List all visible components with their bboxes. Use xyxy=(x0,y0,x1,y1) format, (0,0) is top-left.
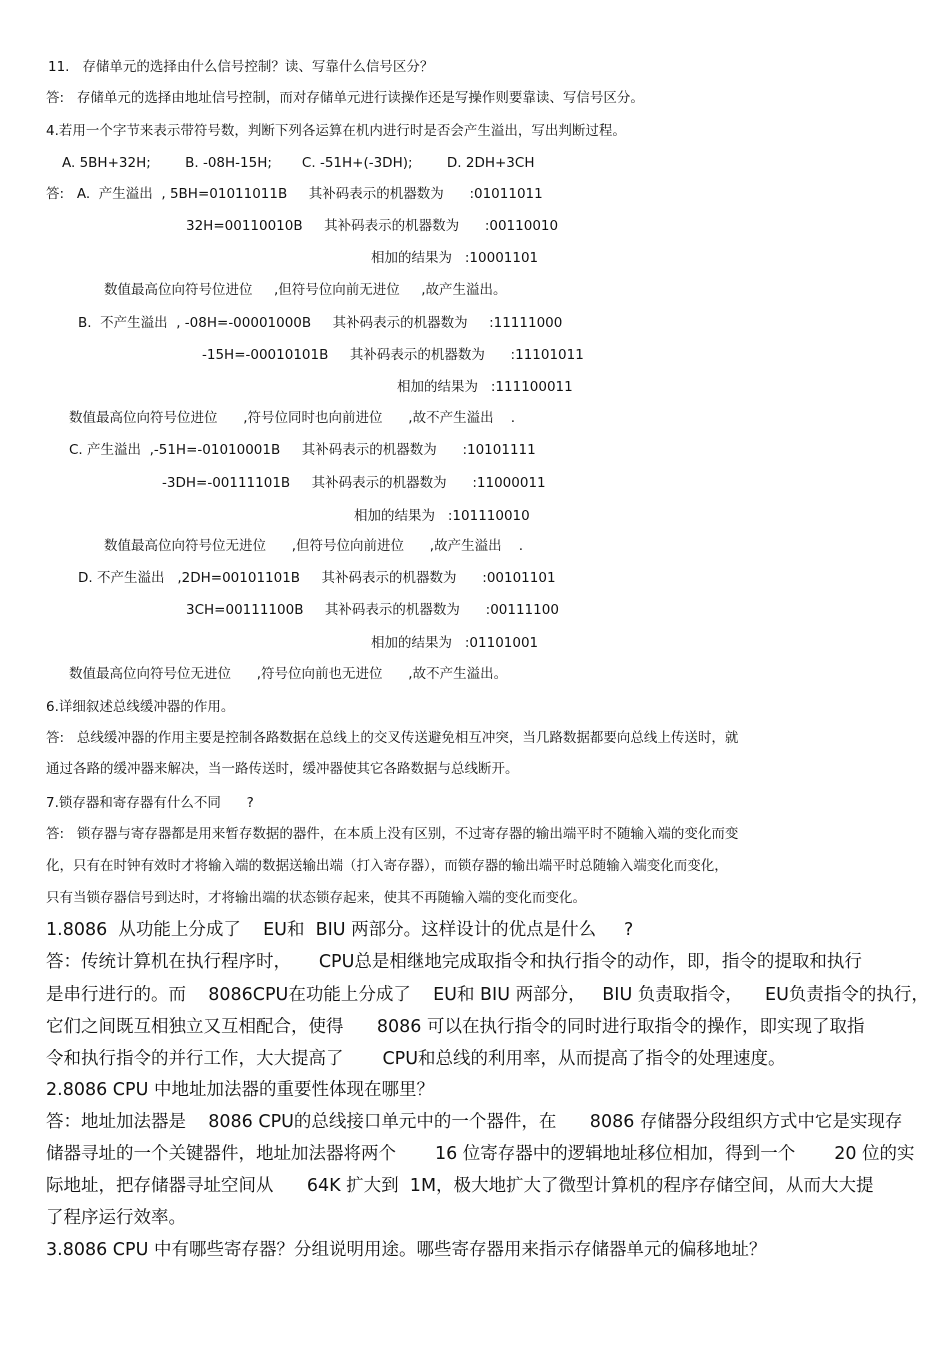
answer-4-b-line2: -15H=-00010101B 其补码表示的机器数为 :11101011 xyxy=(202,347,584,363)
answer-1-line2: 是串行进行的。而 8086CPU在功能上分成了 EU和 BIU 两部分， BIU 负责取指令， EU负责指令的执行， xyxy=(46,985,929,1005)
question-2: 2.8086 CPU 中地址加法器的重要性体现在哪里？ xyxy=(46,1080,434,1100)
answer-4-d-line1: D. 不产生溢出 ,2DH=00101101B 其补码表示的机器数为 :00101101 xyxy=(78,570,556,586)
answer-4-b-conclusion: 数值最高位向符号位进位 ,符号位同时也向前进位 ,故不产生溢出 . xyxy=(69,410,516,426)
question-4-options: A. 5BH+32H; B. -08H-15H; C. -51H+(-3DH); D. 2DH+3CH xyxy=(62,155,535,171)
answer-4-c-sum: 相加的结果为 :101110010 xyxy=(354,508,530,524)
answer-2-line1: 答：地址加法器是 8086 CPU的总线接口单元中的一个器件，在 8086 存储器分段组织方式中它是实现存 xyxy=(46,1112,903,1132)
question-3: 3.8086 CPU 中有哪些寄存器？分组说明用途。哪些寄存器用来指示存储器单元的偏移地址？ xyxy=(46,1240,767,1260)
question-1: 1.8086 从功能上分成了 EU和 BIU 两部分。这样设计的优点是什么 ? xyxy=(46,920,634,940)
answer-11: 答: 存储单元的选择由地址信号控制，而对存储单元进行读操作还是写操作则要靠读、写信号区分。 xyxy=(46,90,644,106)
answer-2-line4: 了程序运行效率。 xyxy=(46,1208,186,1228)
question-7: 7.锁存器和寄存器有什么不同 ? xyxy=(46,795,254,811)
question-6: 6.详细叙述总线缓冲器的作用。 xyxy=(46,699,235,715)
answer-4-a-sum: 相加的结果为 :10001101 xyxy=(371,250,539,266)
answer-4-d-line2: 3CH=00111100B 其补码表示的机器数为 :00111100 xyxy=(186,602,559,618)
answer-7-line2: 化，只有在时钟有效时才将输入端的数据送输出端（打入寄存器），而锁存器的输出端平时总随输入端变化而变化， xyxy=(46,858,728,874)
answer-7-line1: 答: 锁存器与寄存器都是用来暂存数据的器件，在本质上没有区别，不过寄存器的输出端平时不随输入端的变化而变 xyxy=(46,826,739,842)
answer-1-line3: 它们之间既互相独立又互相配合，使得 8086 可以在执行指令的同时进行取指令的操作，即实现了取指 xyxy=(46,1017,865,1037)
answer-1-line4: 令和执行指令的并行工作，大大提高了 CPU和总线的利用率，从而提高了指令的处理速度。 xyxy=(46,1049,786,1069)
answer-4-c-conclusion: 数值最高位向符号位无进位 ,但符号位向前进位 ,故产生溢出 . xyxy=(104,538,524,554)
answer-4-c-line2: -3DH=-00111101B 其补码表示的机器数为 :11000011 xyxy=(162,475,546,491)
answer-7-line3: 只有当锁存器信号到达时，才将输出端的状态锁存起来，使其不再随输入端的变化而变化。 xyxy=(46,890,586,906)
answer-4-b-line1: B. 不产生溢出 , -08H=-00001000B 其补码表示的机器数为 :11111000 xyxy=(78,315,563,331)
question-4: 4.若用一个字节来表示带符号数，判断下列各运算在机内进行时是否会产生溢出，写出判断过程。 xyxy=(46,123,626,139)
answer-4-a-line2: 32H=00110010B 其补码表示的机器数为 :00110010 xyxy=(186,218,559,234)
answer-6-line1: 答: 总线缓冲器的作用主要是控制各路数据在总线上的交叉传送避免相互冲突，当几路数据都要向总线上传送时，就 xyxy=(46,730,739,746)
answer-4-d-conclusion: 数值最高位向符号位无进位 ,符号位向前也无进位 ,故不产生溢出。 xyxy=(69,666,508,682)
question-11: 11. 存储单元的选择由什么信号控制？读、写靠什么信号区分？ xyxy=(48,59,434,75)
answer-4-a-conclusion: 数值最高位向符号位进位 ,但符号位向前无进位 ,故产生溢出。 xyxy=(104,282,507,298)
answer-4-a-line1: 答: A. 产生溢出 , 5BH=01011011B 其补码表示的机器数为 :01011011 xyxy=(46,186,543,202)
answer-4-d-sum: 相加的结果为 :01101001 xyxy=(371,635,539,651)
answer-1-line1: 答：传统计算机在执行程序时， CPU总是相继地完成取指令和执行指令的动作，即，指令的提取和执行 xyxy=(46,952,862,972)
answer-6-line2: 通过各路的缓冲器来解决，当一路传送时，缓冲器使其它各路数据与总线断开。 xyxy=(46,761,519,777)
answer-4-c-line1: C. 产生溢出 ,-51H=-01010001B 其补码表示的机器数为 :10101111 xyxy=(69,442,536,458)
answer-2-line3: 际地址，把存储器寻址空间从 64K 扩大到 1M，极大地扩大了微型计算机的程序存储空间，从而大大提 xyxy=(46,1176,874,1196)
answer-2-line2: 储器寻址的一个关键器件，地址加法器将两个 16 位寄存器中的逻辑地址移位相加，得到一个 20 位的实 xyxy=(46,1144,915,1164)
answer-4-b-sum: 相加的结果为 :111100011 xyxy=(397,379,573,395)
